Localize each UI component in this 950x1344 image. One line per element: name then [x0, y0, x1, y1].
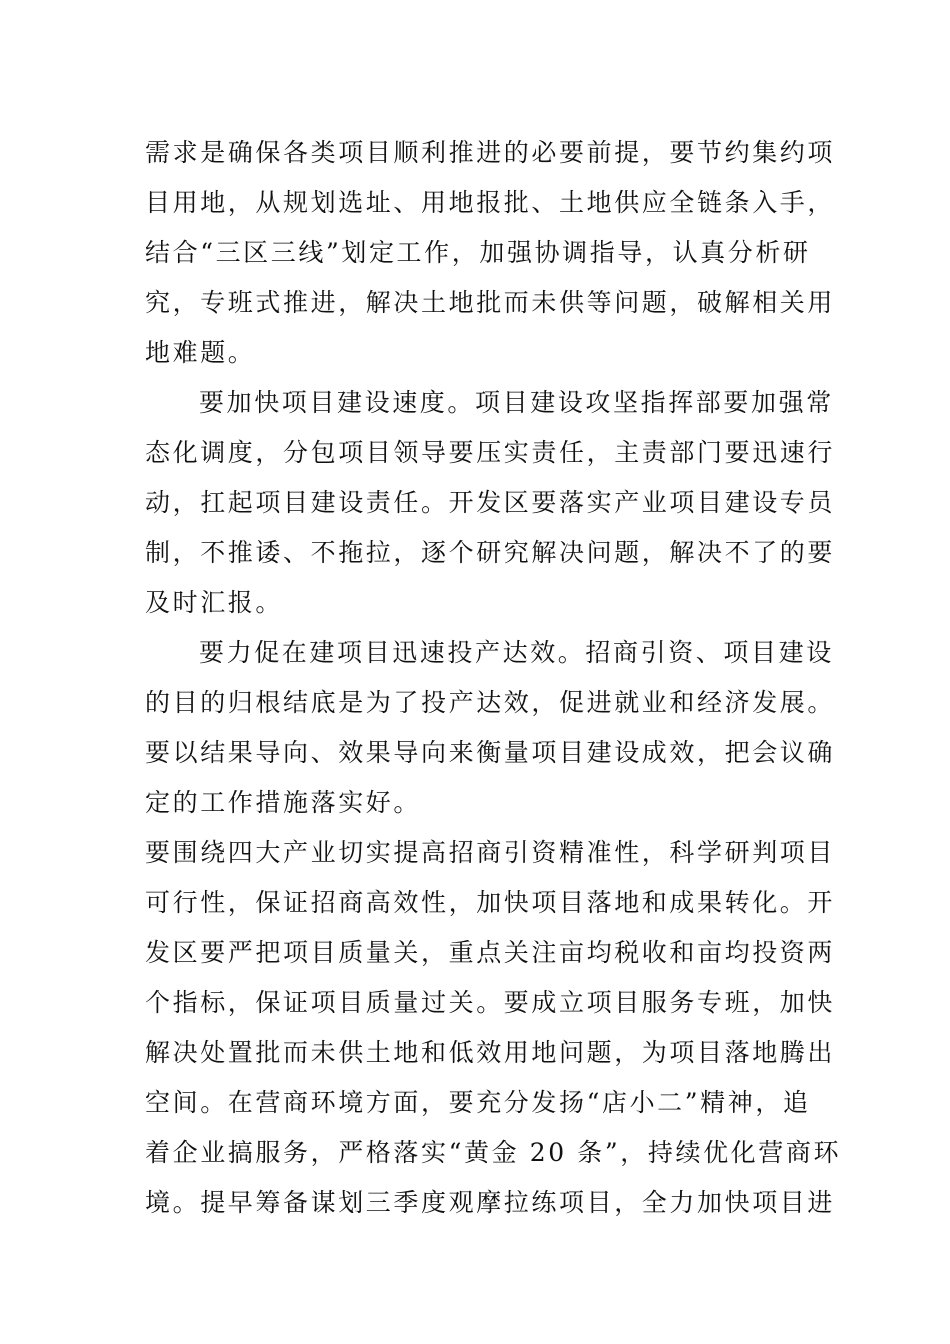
body-text — [145, 128, 842, 1228]
text-line: 结合“三区三线”划定工作，加强协调指导，认真分析研 — [145, 238, 811, 267]
text-line: 的目的归根结底是为了投产达效，促进就业和经济发展。 — [145, 688, 836, 717]
text-line: 制，不推诿、不拖拉，逐个研究解决问题，解决不了的要 — [145, 538, 836, 567]
text-line: 态化调度，分包项目领导要压实责任，主责部门要迅速行 — [145, 438, 836, 467]
paragraph-first-line: 要加快项目建设速度。项目建设攻坚指挥部要加强常 — [199, 388, 834, 417]
text-line: 要围绕四大产业切实提高招商引资精准性，科学研判项目 — [145, 838, 836, 867]
text-line: 可行性，保证招商高效性，加快项目落地和成果转化。开 — [145, 888, 836, 917]
paragraph-first-line: 要力促在建项目迅速投产达效。招商引资、项目建设 — [199, 638, 834, 667]
text-line: 解决处置批而未供土地和低效用地问题，为项目落地腾出 — [145, 1038, 836, 1067]
text-line: 地难题。 — [145, 338, 256, 367]
text-line: 需求是确保各类项目顺利推进的必要前提，要节约集约项 — [145, 138, 836, 167]
text-line: 动，扛起项目建设责任。开发区要落实产业项目建设专员 — [145, 488, 836, 517]
text-line: 要以结果导向、效果导向来衡量项目建设成效，把会议确 — [145, 738, 836, 767]
text-line: 境。提早筹备谋划三季度观摩拉练项目，全力加快项目进 — [145, 1188, 836, 1217]
text-line: 及时汇报。 — [145, 588, 284, 617]
text-line: 个指标，保证项目质量过关。要成立项目服务专班，加快 — [145, 988, 836, 1017]
text-line: 发区要严把项目质量关，重点关注亩均税收和亩均投资两 — [145, 938, 836, 967]
text-line: 目用地，从规划选址、用地报批、土地供应全链条入手， — [145, 188, 836, 217]
text-line: 究，专班式推进，解决土地批而未供等问题，破解相关用 — [145, 288, 836, 317]
text-line: 空间。在营商环境方面，要充分发扬“店小二”精神，追 — [145, 1088, 811, 1117]
text-line: 定的工作措施落实好。 — [145, 788, 422, 817]
text-line: 着企业搞服务，严格落实“黄金 20 条”，持续优化营商环 — [145, 1138, 842, 1167]
